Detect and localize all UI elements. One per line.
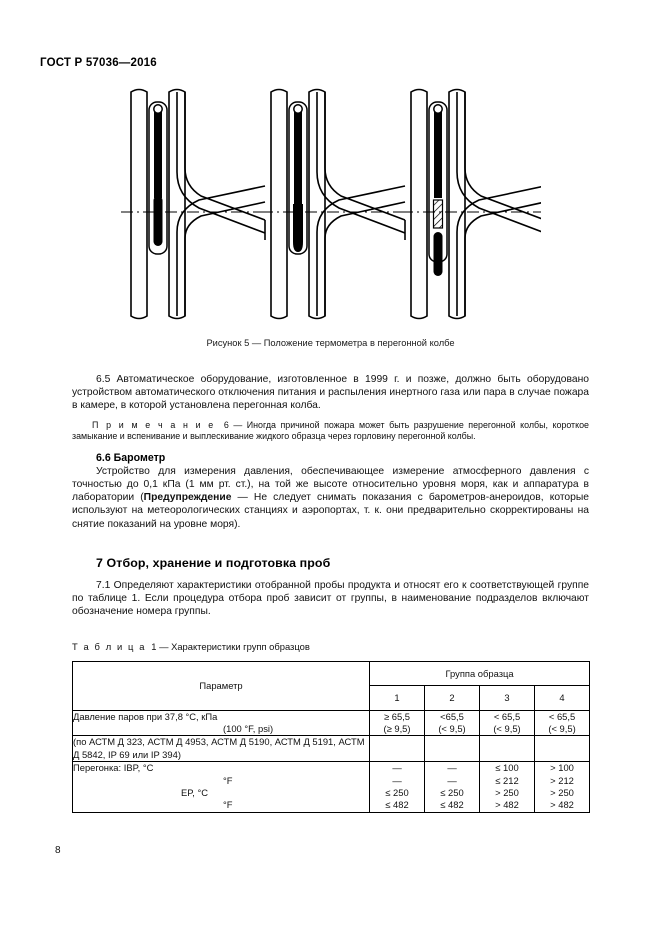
paragraph-6-6: [72, 465, 589, 531]
row-param: (100 °F, psi): [73, 723, 370, 736]
row-param: °F: [73, 799, 370, 812]
row-value: (≥ 9,5): [370, 723, 425, 736]
warning-label: Предупреждение: [143, 492, 232, 504]
table-row: [73, 762, 590, 775]
table-row: [73, 736, 590, 762]
row-value: > 250: [480, 787, 535, 799]
row-value: ≤ 250: [425, 787, 480, 799]
note-label: П р и м е ч а н и е: [92, 419, 215, 430]
table-caption-label: Т а б л и ц а: [72, 641, 147, 653]
row-value: [535, 736, 590, 762]
diagram-thermometer-variant-1: [121, 90, 279, 319]
row-value: —: [370, 762, 425, 775]
row-value: < 65,5: [480, 710, 535, 723]
document-standard-header: ГОСТ Р 57036—2016: [40, 57, 157, 69]
row-value: > 250: [535, 787, 590, 799]
figure-5-illustration: [0, 88, 661, 320]
row-value: > 482: [535, 799, 590, 812]
row-value: [370, 736, 425, 762]
table-header-group-1: 1: [370, 686, 425, 711]
table-header-parameter: Параметр: [73, 661, 370, 710]
table-header-row-top: [73, 661, 590, 686]
document-body: [72, 373, 589, 813]
row-value: > 100: [535, 762, 590, 775]
row-value: ≥ 65,5: [370, 710, 425, 723]
row-value: —: [425, 762, 480, 775]
paragraph-6-5: 6.5 Автоматическое оборудование, изготовленное в 1999 г. и позже, должно быть оборудовано устройством автоматического отключения питания и распыления инертного газа или пара в случае пожара в камере, в которой установлена перегонная колба.: [72, 374, 589, 412]
figure-5-caption: Рисунок 5 — Положение термометра в перегонной колбе: [206, 338, 455, 348]
row-value: ≤ 250: [370, 787, 425, 799]
row-param: Перегонка: IBP, °C: [73, 762, 370, 775]
row-param: Давление паров при 37,8 °C, кПа: [73, 710, 370, 723]
row-param: (по АСТМ Д 323, АСТМ Д 4953, АСТМ Д 5190, АСТМ Д 5191, АСТМ Д 5842, IP 69 или IP 394): [73, 736, 370, 762]
table-row: [73, 799, 590, 812]
row-value: [425, 736, 480, 762]
table-header-group-2: 2: [425, 686, 480, 711]
table-row: [73, 723, 590, 736]
table-sample-group-characteristics: [72, 661, 590, 813]
row-value: —: [425, 775, 480, 787]
row-value: (< 9,5): [535, 723, 590, 736]
row-value: ≤ 212: [480, 775, 535, 787]
note-number: 6: [223, 419, 229, 430]
row-value: <65,5: [425, 710, 480, 723]
row-value: (< 9,5): [480, 723, 535, 736]
table-header-sample-group: Группа образца: [370, 661, 590, 686]
thermometer-position-diagrams: [121, 88, 541, 320]
note-6: [72, 420, 589, 443]
diagram-thermometer-variant-3: [401, 90, 541, 319]
note-dash: —: [233, 419, 243, 430]
table-caption-dash: —: [159, 641, 169, 653]
row-param: EP, °C: [73, 787, 370, 799]
table-caption-title: Характеристики групп образцов: [171, 641, 310, 653]
page-number: 8: [55, 845, 61, 856]
note-text: Иногда причиной пожара может быть разрушение перегонной колбы, короткое замыкание и вспенивание и выплескивание жидкого образца через горловину перегонной колбы.: [72, 419, 589, 442]
table-header-group-3: 3: [480, 686, 535, 711]
paragraph-7-1: 7.1 Определяют характеристики отобранной пробы продукта и относят его к соответствующей группе по таблице 1. Если процедура отбора проб зависит от группы, в наименование подразделов включают обозначение номера группы.: [72, 579, 589, 618]
table-row: [73, 775, 590, 787]
table-header-group-4: 4: [535, 686, 590, 711]
heading-section-7: 7 Отбор, хранение и подготовка проб: [96, 555, 331, 570]
diagram-thermometer-variant-2: [261, 90, 419, 319]
row-param: °F: [73, 775, 370, 787]
hatched-segment: [433, 200, 442, 228]
row-value: ≤ 100: [480, 762, 535, 775]
paragraph-6-6-part2: — Не следует снимать показания с барометров-анероидов, которые используют на метеорологических станциях и аэропортах, т. к. они предварительно скорректированы на снятие показаний на уровне моря).: [72, 492, 590, 530]
table-caption-number: 1: [151, 641, 157, 653]
row-value: —: [370, 775, 425, 787]
paragraph-6-6-part1: Устройство для измерения давления, обеспечивающее измерение атмосферного давления с точностью до 0,1 кПа (1 мм рт. ст.), на той же высоте относительно уровня моря, как и аппаратура в лаборатории (: [72, 465, 589, 504]
row-value: < 65,5: [535, 710, 590, 723]
row-value: ≤ 482: [370, 799, 425, 812]
table-row: [73, 710, 590, 723]
row-value: > 212: [535, 775, 590, 787]
row-value: (< 9,5): [425, 723, 480, 736]
row-value: ≤ 482: [425, 799, 480, 812]
row-value: > 482: [480, 799, 535, 812]
row-value: [480, 736, 535, 762]
table-row: [73, 787, 590, 799]
table-1-caption: [72, 640, 589, 653]
heading-6-6: 6.6 Барометр: [96, 451, 166, 464]
